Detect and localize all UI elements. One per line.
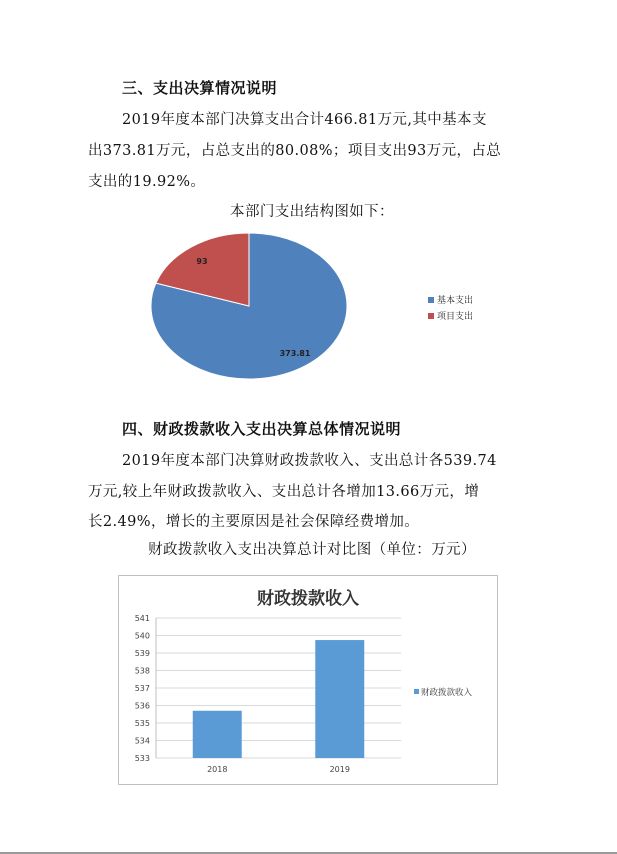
y-tick-label: 539 xyxy=(134,649,150,658)
legend-swatch xyxy=(428,313,434,319)
y-tick-label: 534 xyxy=(134,736,150,746)
y-tick-label: 540 xyxy=(134,631,150,641)
y-tick-label: 537 xyxy=(134,684,150,693)
x-tick-label: 2018 xyxy=(207,765,228,774)
section3-paragraph-line: 支出的19.92%。 xyxy=(88,174,206,190)
y-tick-label: 535 xyxy=(134,719,150,728)
y-tick-label: 536 xyxy=(134,701,150,711)
section4-paragraph-line: 万元,较上年财政拨款收入、支出总计各增加13.66万元，增 xyxy=(88,484,480,500)
bar-2018 xyxy=(193,711,242,758)
legend-label: 基本支出 xyxy=(437,296,474,306)
x-tick-label: 2019 xyxy=(329,765,350,774)
pie-chart-caption: 本部门支出结构图如下： xyxy=(230,204,394,220)
bar-chart-caption: 财政拨款收入支出决算总计对比图（单位：万元） xyxy=(148,542,476,558)
legend-swatch xyxy=(414,689,419,694)
expenditure-pie-chart xyxy=(145,232,515,394)
legend-label: 财政拨款收入 xyxy=(421,688,473,698)
chart-title: 财政拨款收入 xyxy=(257,589,359,609)
pie-data-label: 93 xyxy=(196,257,208,266)
appropriation-bar-chart xyxy=(118,575,498,785)
section4-paragraph-line: 2019年度本部门决算财政拨款收入、支出总计各539.74 xyxy=(122,453,497,469)
section4-heading: 四、财政拨款收入支出决算总体情况说明 xyxy=(122,420,402,438)
section3-paragraph-line: 2019年度本部门决算支出合计466.81万元,其中基本支 xyxy=(122,112,487,128)
y-tick-label: 533 xyxy=(134,754,150,763)
legend-label: 项目支出 xyxy=(437,312,474,322)
section3-heading: 三、支出决算情况说明 xyxy=(122,79,278,97)
y-tick-label: 538 xyxy=(134,666,150,676)
y-tick-label: 541 xyxy=(134,614,150,623)
section3-paragraph-line: 出373.81万元，占总支出的80.08%；项目支出93万元，占总 xyxy=(88,143,502,159)
legend-swatch xyxy=(428,297,434,303)
section4-paragraph-line: 长2.49%，增长的主要原因是社会保障经费增加。 xyxy=(88,514,420,530)
bar-2019 xyxy=(315,640,364,758)
pie-data-label: 373.81 xyxy=(279,349,311,358)
